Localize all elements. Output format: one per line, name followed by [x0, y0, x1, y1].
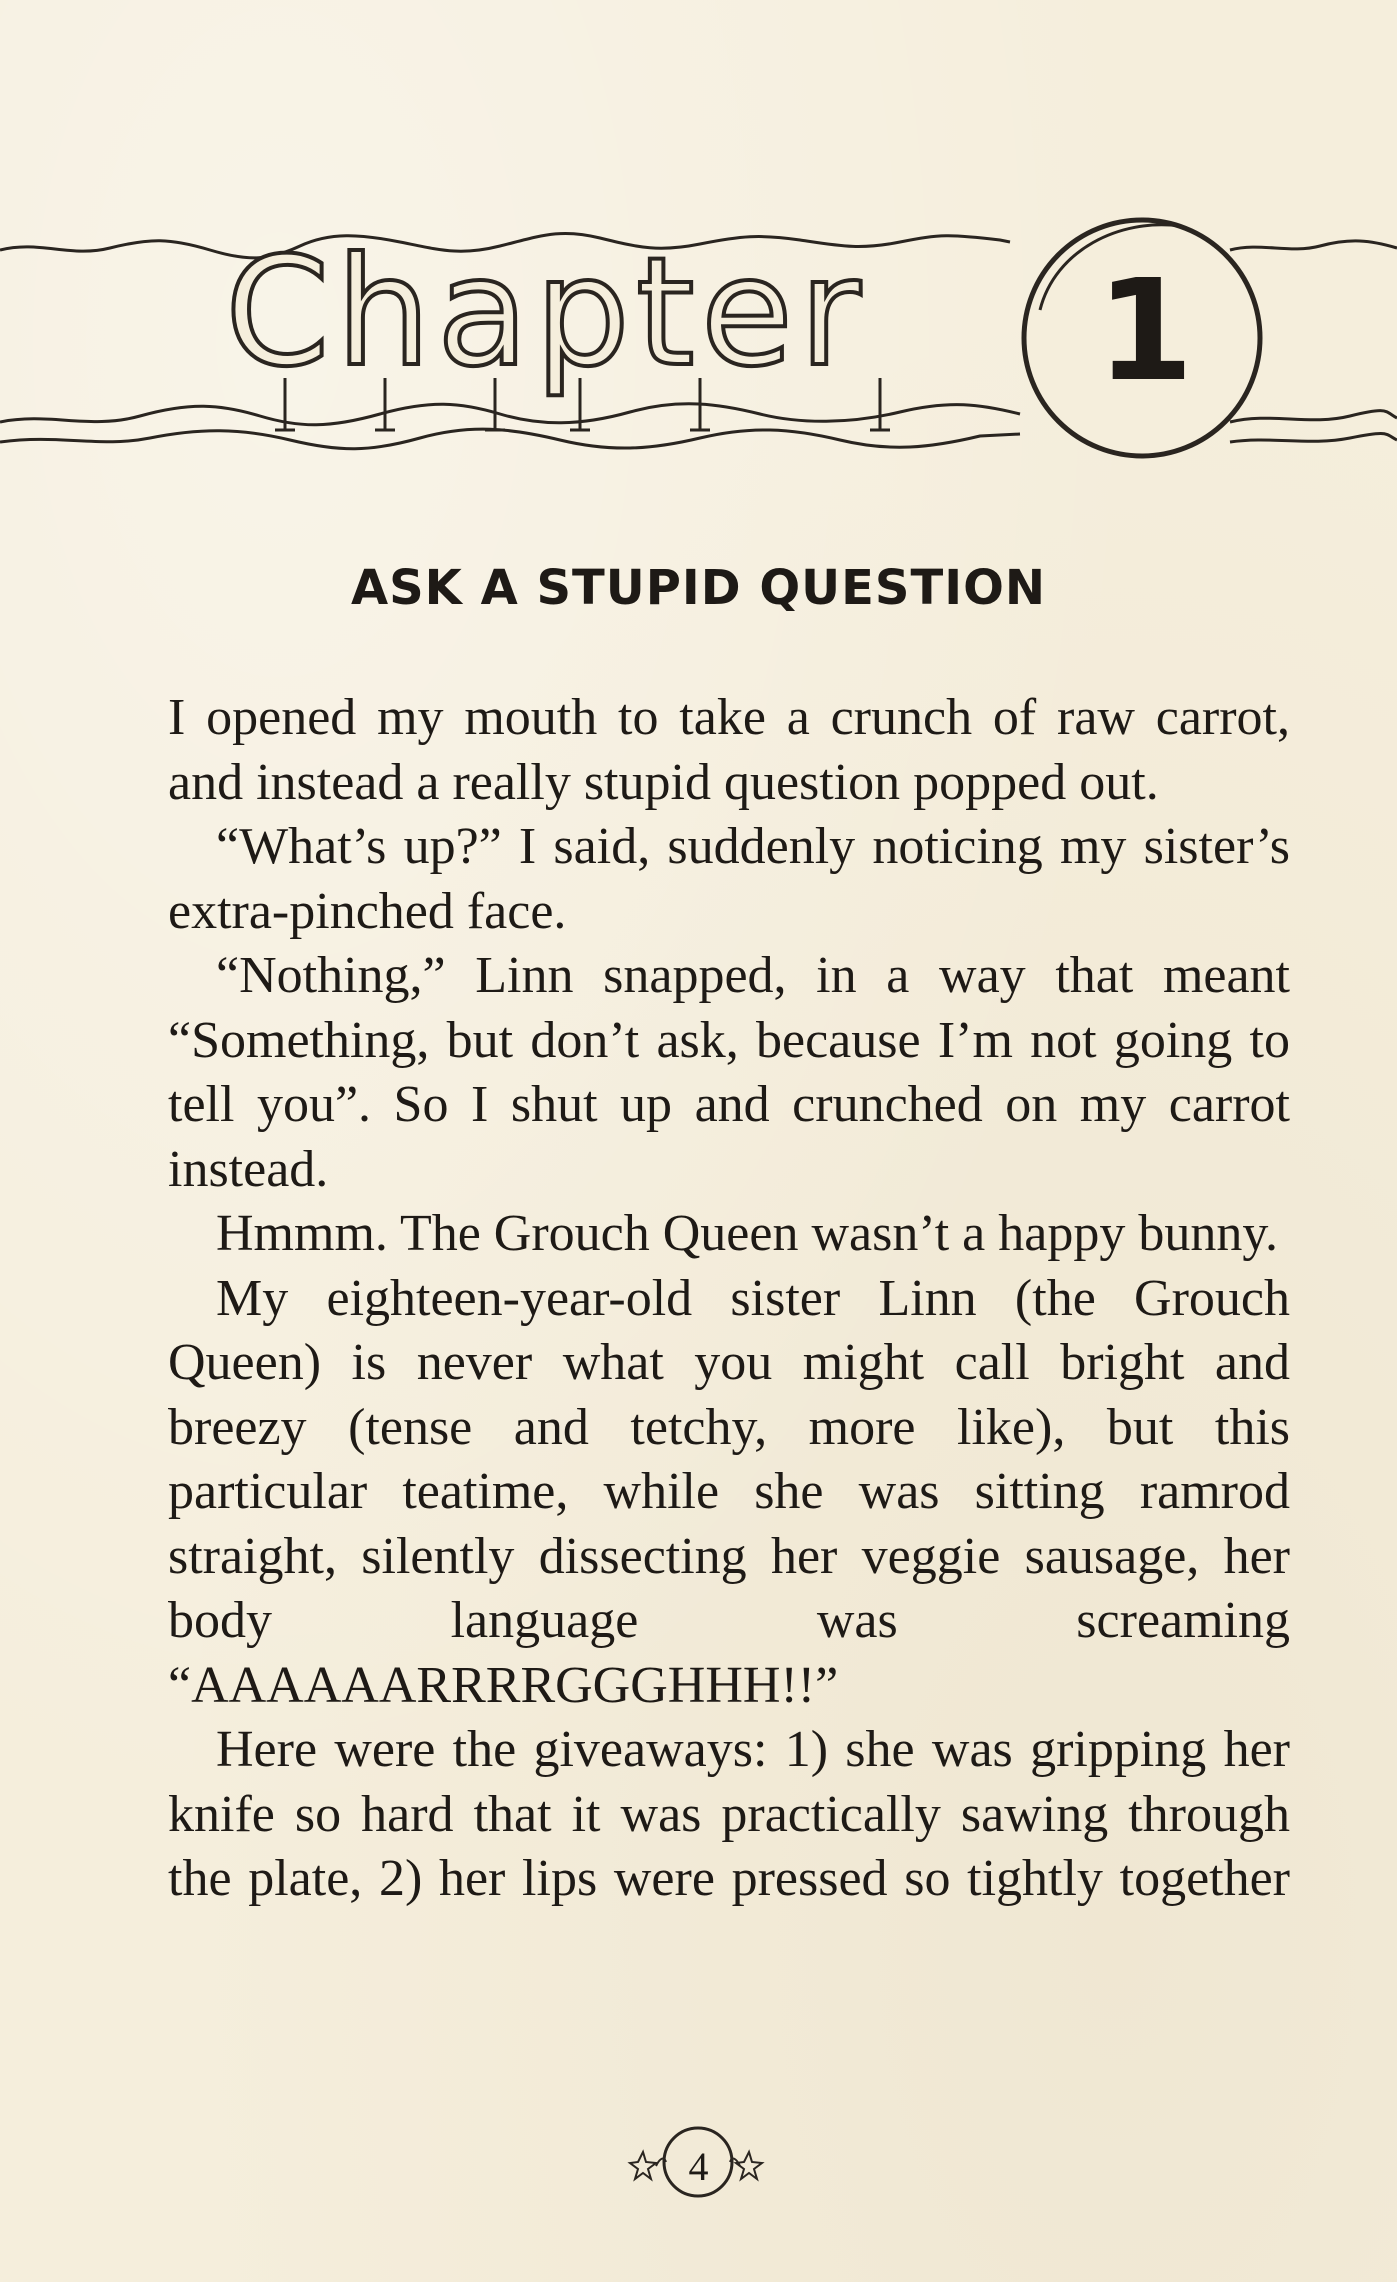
page-folio — [0, 2100, 1397, 2220]
page-number: 4 — [688, 2144, 709, 2189]
chapter-number: 1 — [1096, 250, 1194, 413]
paragraph: Hmmm. The Grouch Queen wasn’t a happy bunny. — [216, 1205, 1278, 1262]
chapter-title: ASK A STUPID QUESTION — [350, 560, 1047, 616]
paragraph: “Nothing,” Linn snapped, in a way that meant “Something, but don’t ask, because I’m not going to tell you”. So I shut up and crunched on my carrot instead. — [168, 947, 1290, 1198]
paragraph: I opened my mouth to take a crunch of raw carrot, and instead a really stupid question popped out. — [168, 689, 1290, 811]
paragraph: My eighteen-year-old sister Linn (the Grouch Queen) is never what you might call bright and breezy (tense and tetchy, more like), but this particular teatime, while she was sitting ramrod straight, silently dissecting her veggie sausage, her body language was screaming “AAAAAARRRRGGGHHH!!” — [168, 1269, 1290, 1714]
paragraph: Here were the giveaways: 1) she was gripping her knife so hard that it was practically sawing through the plate, 2) her lips were pressed so tightly together — [168, 1721, 1290, 1907]
body-text — [168, 686, 1290, 1912]
chapter-heading-word: Chapter — [225, 226, 867, 400]
paragraph: “What’s up?” I said, suddenly noticing my sister’s extra-pinched face. — [168, 818, 1290, 940]
